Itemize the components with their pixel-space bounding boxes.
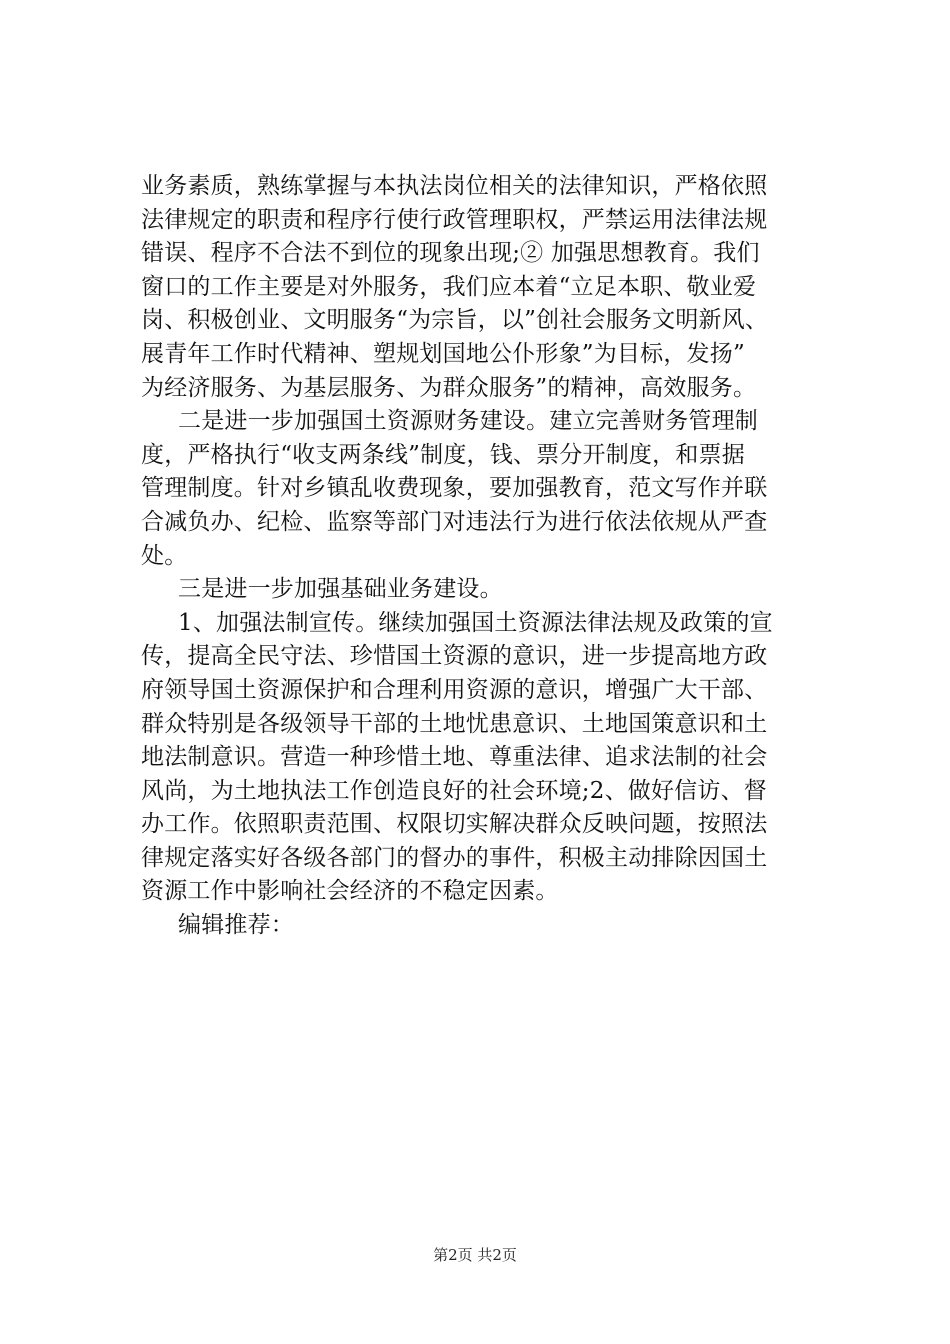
body-line: 管理制度。针对乡镇乱收费现象，要加强教育，范文写作并联 [141, 475, 768, 502]
body-line: 资源工作中影响社会经济的不稳定因素。 [141, 878, 559, 905]
body-line: 合减负办、纪检、监察等部门对违法行为进行依法依规从严查 [141, 508, 768, 535]
body-line: 传，提高全民守法、珍惜国土资源的意识，进一步提高地方政 [141, 643, 768, 670]
body-line: 办工作。依照职责范围、权限切实解决群众反映问题，按照法 [141, 811, 768, 838]
body-line: 府领导国土资源保护和合理利用资源的意识，增强广大干部、 [141, 676, 768, 703]
body-line: 展青年工作时代精神、塑规划国地公仆形象”为目标，发扬” [141, 340, 745, 367]
body-line: 风尚，为土地执法工作创造良好的社会环境;2、做好信访、督 [141, 777, 767, 804]
body-line: 法律规定的职责和程序行使行政管理职权，严禁运用法律法规 [141, 206, 768, 233]
body-line: 错误、程序不合法不到位的现象出现;② 加强思想教育。我们 [141, 240, 760, 267]
paragraph-first-line: 二是进一步加强国土资源财务建设。建立完善财务管理制 [178, 408, 758, 435]
paragraph-first-line: 1、加强法制宣传。继续加强国土资源法律法规及政策的宣 [178, 609, 773, 636]
page-number: 第2页 共2页 [433, 1246, 517, 1264]
body-line: 处。 [141, 542, 188, 569]
body-line: 岗、积极创业、文明服务“为宗旨，以”创社会服务文明新风、 [141, 307, 769, 334]
body-line: 度，严格执行“收支两条线”制度，钱、票分开制度，和票据 [141, 441, 745, 468]
paragraph-first-line: 三是进一步加强基础业务建设。 [178, 576, 503, 603]
body-line: 律规定落实好各级各部门的督办的事件，积极主动排除因国土 [141, 844, 768, 871]
document-body [141, 170, 841, 943]
body-line: 地法制意识。营造一种珍惜土地、尊重法律、追求法制的社会 [141, 744, 768, 771]
body-line: 窗口的工作主要是对外服务，我们应本着“立足本职、敬业爱 [141, 273, 757, 300]
body-line: 业务素质，熟练掌握与本执法岗位相关的法律知识，严格依照 [141, 173, 768, 199]
page-footer [0, 1244, 950, 1265]
body-line: 为经济服务、为基层服务、为群众服务”的精神，高效服务。 [141, 374, 757, 401]
editor-recommend-label: 编辑推荐： [178, 912, 294, 939]
body-line: 群众特别是各级领导干部的土地忧患意识、土地国策意识和土 [141, 710, 768, 737]
